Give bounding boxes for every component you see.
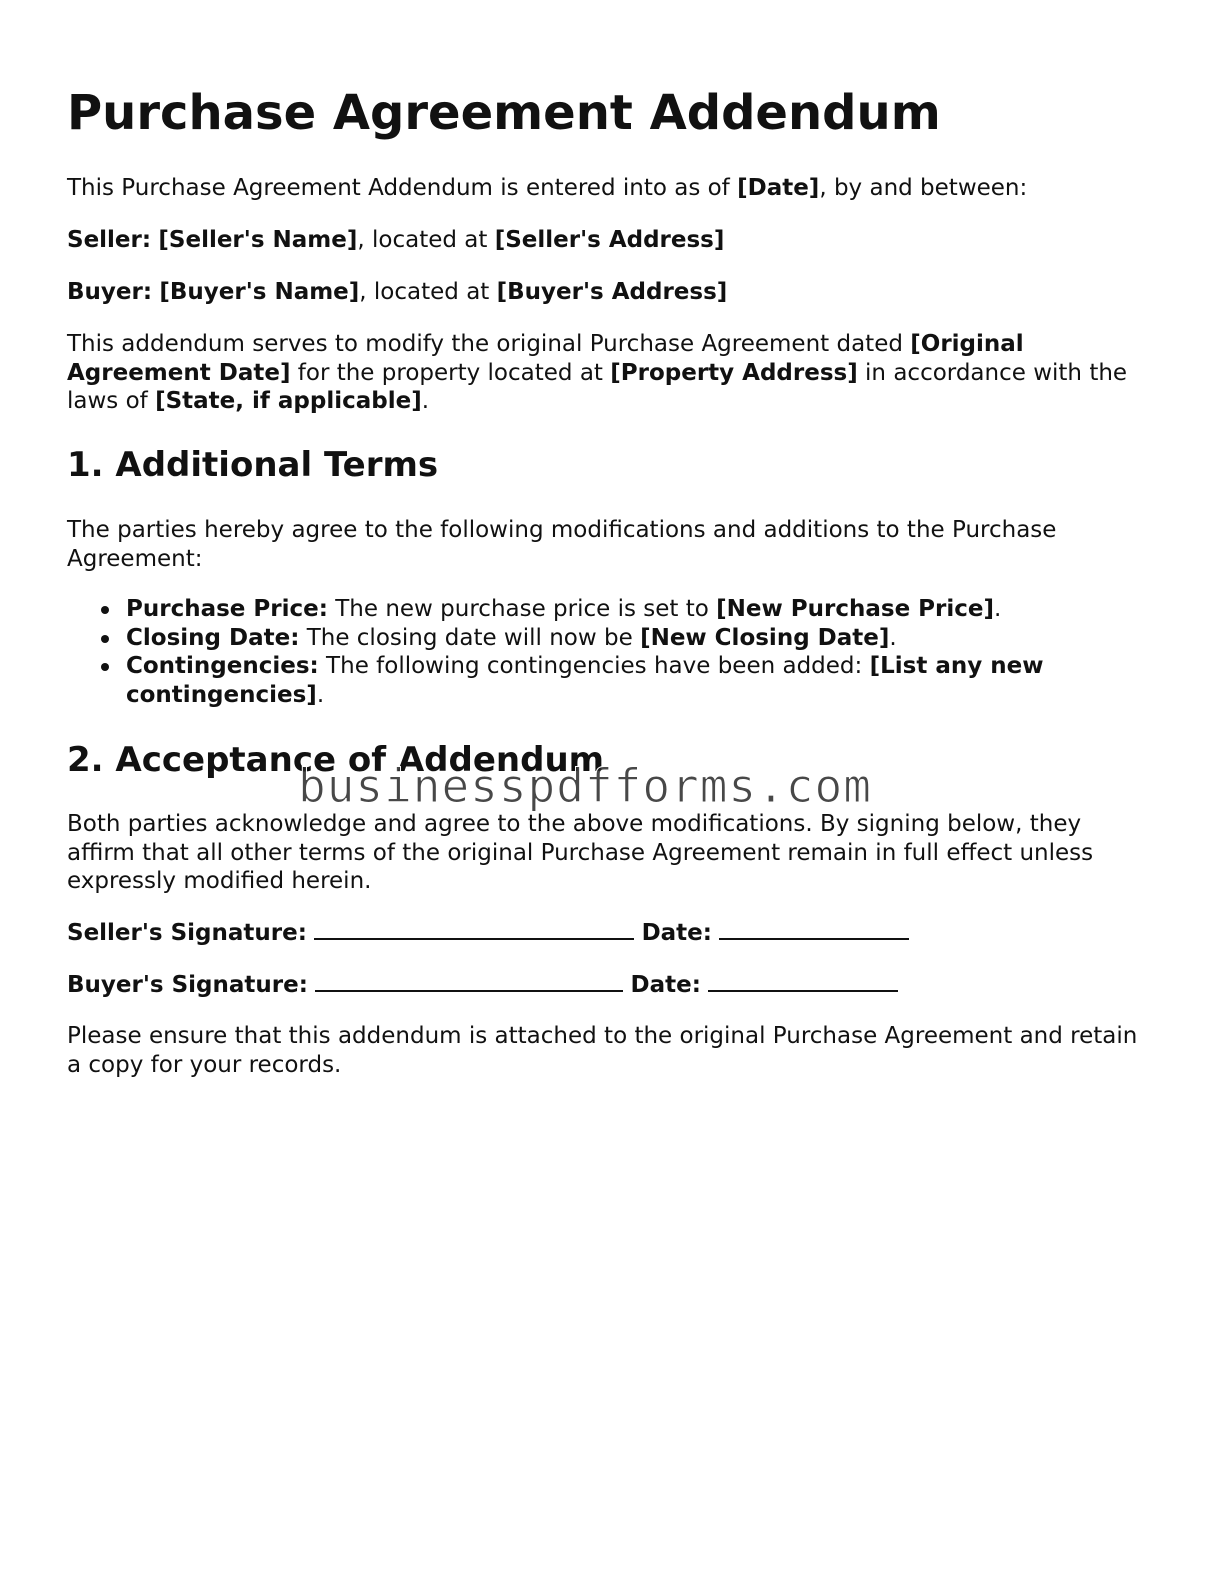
buyer-label: Buyer: bbox=[67, 279, 153, 305]
modify-text-end: . bbox=[421, 388, 430, 414]
term-value: [List any new contingencies] bbox=[126, 653, 1044, 708]
term-end: . bbox=[889, 624, 897, 651]
seller-signature-line bbox=[67, 918, 1152, 948]
term-text: The new purchase price is set to bbox=[327, 596, 717, 622]
list-item bbox=[126, 595, 1211, 624]
term-end: . bbox=[994, 596, 1002, 622]
seller-date-label: Date: bbox=[641, 920, 712, 946]
modify-paragraph bbox=[67, 330, 1152, 416]
term-label: Contingencies: bbox=[126, 653, 319, 679]
buyer-signature-line bbox=[67, 970, 1152, 1000]
buyer-address: [Buyer's Address] bbox=[496, 279, 728, 305]
buyer-signature-label: Buyer's Signature: bbox=[67, 972, 308, 998]
buyer-date-field[interactable] bbox=[708, 970, 898, 992]
closing-note: Please ensure that this addendum is attached to the original Purchase Agreement and retain a copy for your records. bbox=[67, 1023, 1138, 1078]
property-address-placeholder: [Property Address] bbox=[610, 359, 858, 386]
section-heading-additional-terms: 1. Additional Terms bbox=[67, 445, 439, 485]
term-text: The closing date will now be bbox=[299, 624, 641, 651]
modify-text: This addendum serves to modify the original Purchase Agreement dated bbox=[67, 331, 911, 357]
seller-address: [Seller's Address] bbox=[494, 227, 725, 253]
watermark: businesspdfforms.com bbox=[298, 759, 872, 813]
seller-line bbox=[67, 226, 1152, 255]
buyer-signature-field[interactable] bbox=[315, 970, 623, 992]
original-date-placeholder: [Original Agreement Date] bbox=[67, 331, 1024, 386]
term-label: Purchase Price: bbox=[126, 596, 328, 622]
seller-located: , located at bbox=[357, 227, 495, 253]
acceptance-paragraph: Both parties acknowledge and agree to the above modifications. By signing below, they affirm that all other terms of the original Purchase Agreement remain in full effect unless expressly modified herein. bbox=[67, 811, 1094, 894]
seller-name: [Seller's Name] bbox=[158, 227, 358, 253]
term-value: [New Closing Date] bbox=[640, 624, 890, 651]
buyer-name: [Buyer's Name] bbox=[159, 279, 360, 305]
term-value: [New Purchase Price] bbox=[716, 596, 995, 622]
term-end: . bbox=[316, 681, 325, 708]
buyer-line bbox=[67, 278, 1152, 307]
section-heading-acceptance: 2. Acceptance of Addendum bbox=[67, 740, 605, 780]
term-label: Closing Date: bbox=[126, 624, 300, 651]
buyer-located: , located at bbox=[359, 279, 497, 305]
terms-list bbox=[67, 595, 1211, 709]
buyer-date-label: Date: bbox=[630, 972, 701, 998]
list-item bbox=[126, 652, 1211, 709]
intro-paragraph bbox=[67, 174, 1152, 203]
seller-label: Seller: bbox=[67, 227, 152, 253]
seller-signature-field[interactable] bbox=[314, 918, 634, 940]
list-item bbox=[126, 624, 1211, 653]
state-placeholder: [State, if applicable] bbox=[155, 388, 422, 414]
seller-date-field[interactable] bbox=[719, 918, 909, 940]
page-title: Purchase Agreement Addendum bbox=[67, 85, 941, 141]
modify-text-3: in accordance with the laws of bbox=[67, 359, 1128, 414]
section1-intro: The parties hereby agree to the following modifications and additions to the Purchase Agreement: bbox=[67, 517, 1057, 572]
modify-text-2: for the property located at bbox=[290, 359, 611, 386]
date-placeholder: [Date] bbox=[737, 175, 820, 201]
intro-text: This Purchase Agreement Addendum is entered into as of bbox=[67, 175, 738, 201]
intro-text-end: , by and between: bbox=[819, 175, 1028, 201]
seller-signature-label: Seller's Signature: bbox=[67, 920, 307, 946]
term-text: The following contingencies have been added: bbox=[318, 653, 870, 679]
